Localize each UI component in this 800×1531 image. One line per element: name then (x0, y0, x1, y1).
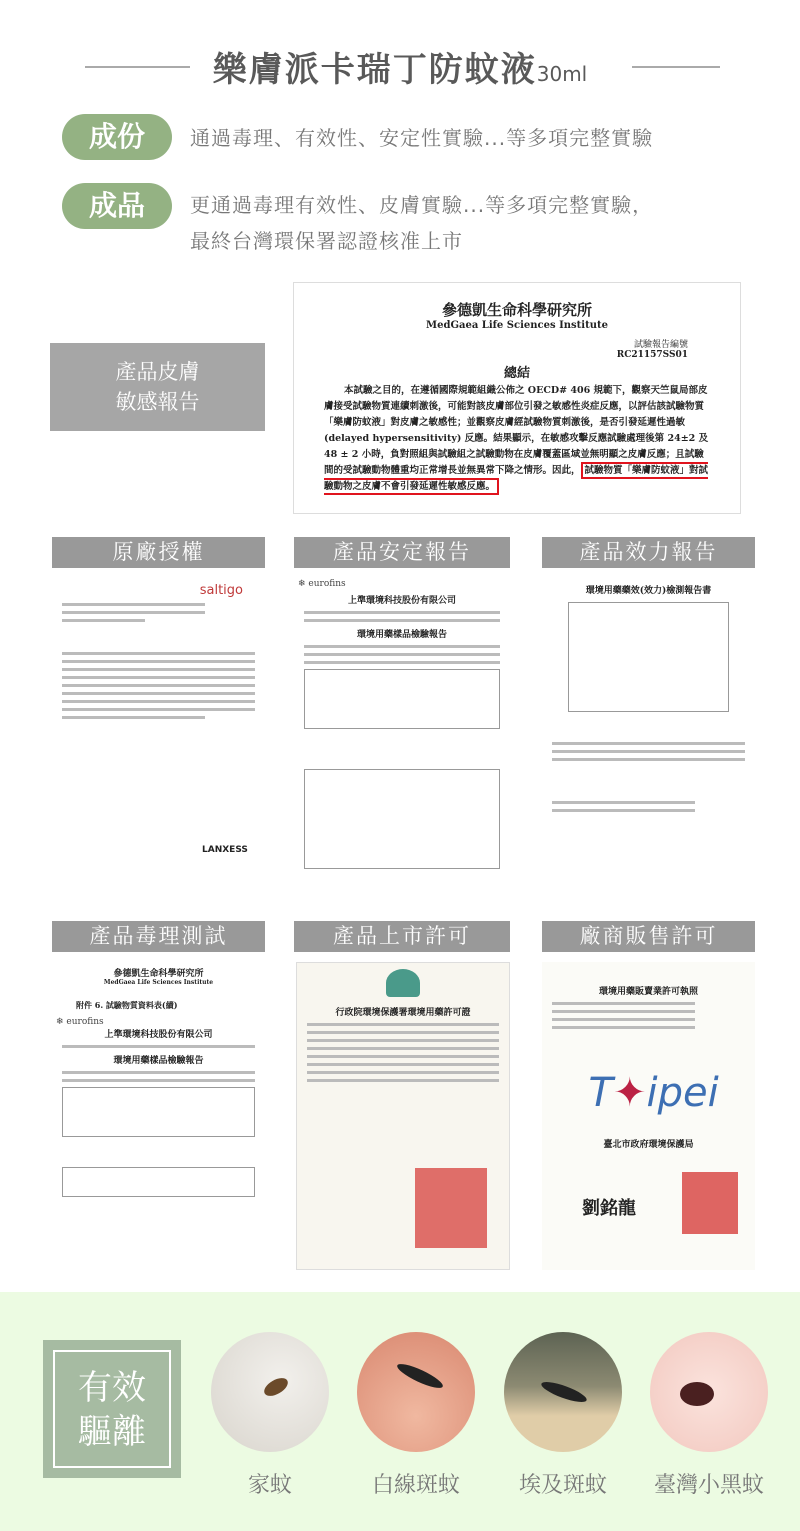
label-toxicology: 產品毒理測試 (52, 921, 265, 952)
mosquito-image-house (211, 1332, 329, 1452)
report-body: 本試驗之目的，在遵循國際規範組織公佈之 OECD# 406 規範下，觀察天竺鼠局部皮膚接受試驗物質連續刺激後，可能對該皮膚部位引發之敏感性炎症反應，以評估該試驗物質「樂膚防蚊液」對皮膚之敏感性；並觀察皮膚經試驗物質刺激後，是否引發延遲性過敏 (delayed hypersensitivity) 反應。結果顯示，在敏感攻擊反應試驗處理後第 24±2 及 48 ± 2 小時，負對照組與試驗組之試驗動物在皮膚覆蓋區域並無明顯之皮膚反應；且試驗間的受試驗動物體重均正常增長並無異常下降之情形。因此， (324, 385, 709, 476)
skin-report-document[interactable]: 參德凱生命科學研究所 MedGaea Life Sciences Institute 試驗報告編號 RC21157SS01 總結 本試驗之目的，在遵循國際規範組織公佈之 OECD# 406 規範下，觀察天竺鼠局部皮膚接受試驗物質連續刺激後，可能對該皮膚部位引發之敏感性炎症反應，以評估該試驗物質「樂膚防蚊液」對皮膚之敏感性；並觀察皮膚經試驗物質刺激後，是否引發延遲性過敏 (delayed hypersensitivity) 反應。結果顯示，在敏感攻擊反應試驗處理後第 24±2 及 48 ± 2 小時，負對照組與試驗組之試驗動物在皮膚覆蓋區域並無明顯之皮膚反應；且試驗間的受試驗動物體重均正常增長並無異常下降之情形。因此， 試驗物質「樂膚防蚊液」對試驗動物之皮膚不會引發延遲性敏感反應。 (293, 282, 741, 514)
mosquito-image-aedes-aegypti (504, 1332, 622, 1452)
effective-repel-badge: 有效 驅離 (43, 1340, 181, 1478)
ingredients-text: 通過毒理、有效性、安定性實驗...等多項完整實驗 (190, 126, 654, 150)
mosquito-label: 家蚊 (247, 1473, 292, 1498)
mosquito-label: 臺灣小黑蚊 (653, 1473, 764, 1498)
product-badge: 成品 (62, 183, 172, 229)
label-sales-license: 廠商販售許可 (542, 921, 755, 952)
label-stability: 產品安定報告 (294, 537, 510, 568)
signature: 劉銘龍 (582, 1198, 636, 1219)
label-efficacy: 產品效力報告 (542, 537, 755, 568)
mosquito-image-aedes-albopictus (357, 1332, 475, 1452)
label-market-license: 產品上市許可 (294, 921, 510, 952)
product-text: 更通過毒理有效性、皮膚實驗...等多項完整實驗， 最終台灣環保署認證核准上市 (190, 193, 654, 253)
toxicology-document[interactable]: 參德凱生命科學研究所 MedGaea Life Sciences Institute 附件 6. 試驗物質資料表(續) ❄ eurofins 上準環境科技股份有限公司 環境用藥樣品檢驗報告 (52, 962, 265, 1270)
mosquito-label: 白線斑蚊 (371, 1473, 460, 1498)
authorization-document[interactable]: saltigo LANXESS (52, 575, 265, 880)
sales-license-document[interactable]: 環境用藥販賣業許可執照 T✦ipei 臺北市政府環境保護局 劉銘龍 (542, 962, 755, 1270)
label-authorization: 原廠授權 (52, 537, 265, 568)
mosquito-image-taiwan-black-midge (650, 1332, 768, 1452)
page-title: 樂膚派卡瑞丁防蚊液30ml (212, 50, 588, 90)
stability-document[interactable]: ❄ eurofins 上準環境科技股份有限公司 環境用藥樣品檢驗報告 (294, 575, 510, 880)
efficacy-document[interactable]: 環境用藥藥效(效力)檢測報告書 (542, 575, 755, 880)
mosquito-label: 埃及斑蚊 (518, 1473, 607, 1498)
volume: 30ml (536, 62, 588, 86)
highlight-box: 試驗物質「樂膚防蚊液」對試驗動物之皮膚不會引發延遲性敏感反應。 (324, 462, 708, 495)
skin-report-label: 產品皮膚 敏感報告 (50, 343, 265, 431)
ingredients-badge: 成份 (62, 114, 172, 160)
market-license-document[interactable]: 行政院環境保護署環境用藥許可證 (296, 962, 510, 1270)
